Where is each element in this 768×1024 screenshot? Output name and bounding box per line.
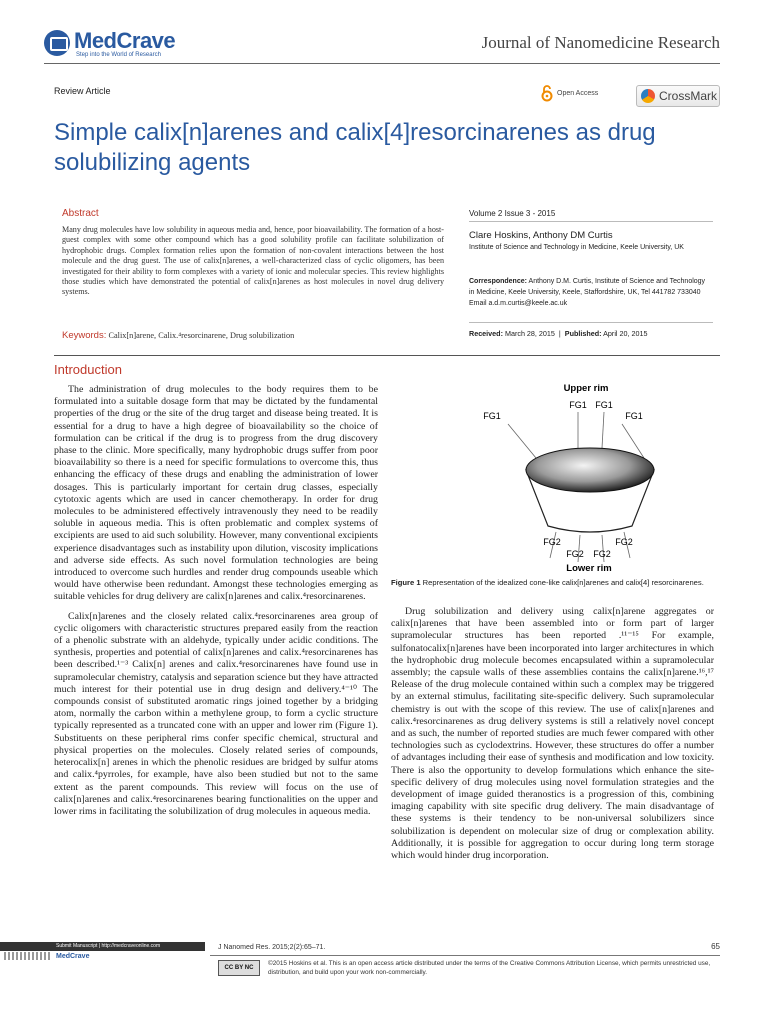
footer-divider (210, 955, 720, 956)
volume-issue: Volume 2 Issue 3 - 2015 (469, 209, 556, 218)
intro-paragraph-3: Drug solubilization and delivery using calix[n]arene aggregates or calix[n]arenes that have been assembled into or form part of larger supramolecular structures has been reported .¹¹⁻¹⁵ For example, sulfonatocalix[n]arenes have been incorporated into larger architectures in which the hydrophobic drug molecule becomes encapsulated within a supramolecular assembly; the capsule walls of these assemblies contains the calix[n]arene.¹⁶,¹⁷ Release of the drug molecule contained within such a complex may be triggered by an external stimulus, facilitating site-specific delivery. Such supramolecular chemistry is out with the scope of this review. The use of calix[n]arenes and calix.⁴resorcinarenes as drug delivery systems is still a relatively novel concept and as such, the number of reported studies are much fewer compared with other technologies such as cyclodextrins. However, these structures do offer a number of advantages including their ease of synthesis and modification and low toxicity. There is also the opportunity to develop formulations which enhance the site-specific delivery of drug molecules using novel formulation strategies and the development of image guided theranostics is a progression of this, combining imaging capability with site specific drug delivery. The main disadvantage of these systems is their tendency to be non-universal solubilizers since solubilization is dependent on molecular size of drug or complexation ability. Additionally, it is possible for aggregation to occur during long term storage which would hinder drug incorporation. (391, 606, 714, 862)
logo-text: MedCrave (74, 28, 176, 53)
figure-caption-text: Representation of the idealized cone-like calix[n]arenes and calix[4] resorcinarenes. (422, 578, 704, 587)
keywords (62, 330, 294, 341)
introduction-heading: Introduction (54, 362, 122, 377)
published-label: Published: (564, 329, 602, 338)
figure-1-cone (474, 378, 704, 576)
cc-license-icon[interactable]: CC BY NC (218, 960, 260, 976)
journal-name: Journal of Nanomedicine Research (481, 33, 720, 52)
left-column (54, 384, 378, 825)
meta-divider (469, 221, 713, 222)
figure-caption-label: Figure 1 (391, 578, 421, 587)
medcrave-logo[interactable] (44, 30, 194, 60)
fg1-label-2: FG1 (569, 400, 587, 410)
upper-rim-label: Upper rim (563, 383, 609, 394)
open-access-label[interactable]: Open Access (557, 90, 599, 97)
intro-paragraph-1: The administration of drug molecules to the body requires them to be formulated into a suitable dosage form that may be dictated by the fundamental properties of the drug or the site of the drug target and disease being treated. It is essential for a drug to have a high degree of bioavailability so the choice of formulation can be critical if the drug is to progress from the drug discovery phase to the clinic. More specifically, many hydrophobic drugs suffer from poor bioavailability so there is a need for specific formulations to overcome this, thus enhancing the efficacy of these drugs and enabling the administration of lower dosages. This is particularly important for certain drug classes, especially cytotoxic agents which are used in cancer chemotherapy. In order for drug molecules to be administered effectively intravenously they need to be readily soluble in aqueous media. This is often problematic and complex systems of excipients are used to aid such solubility. However, many conventional excipients experience disadvantages such as instability upon dilution, viscosity implications and adverse side effects. As such novel formulation technologies are being introduced to overcome such hurdles and render drug compounds useable which would have otherwise been redundant. Amongst these technologies emerging as suitable vehicles for drug delivery are calix[n]arenes and calix.⁴resorcinarenes. (54, 384, 378, 603)
open-access-icon (541, 84, 553, 102)
footer-logo: MedCrave (56, 953, 90, 960)
abstract-heading: Abstract (62, 208, 99, 219)
medcrave-logo-icon (44, 30, 70, 56)
received-date: March 28, 2015 (504, 329, 555, 338)
citation: J Nanomed Res. 2015;2(2):65–71. (218, 944, 326, 951)
keywords-label: Keywords: (62, 330, 107, 341)
intro-paragraph-2: Calix[n]arenes and the closely related calix.⁴resorcinarenes area group of cyclic oligomers with characteristic structures prepared easily from the reaction of a phenolic substrate with an aldehyde, typically under acidic conditions. The synthesis, properties and potential of calix[n]arenes and calix.⁴resorcinarenes has been described.¹⁻³ Calix[n] arenes and calix.⁴resorcinarenes have found use in supramolecular chemistry, catalysis and separation science but they have attracted much interest for their potential use in drug design and delivery.⁴⁻¹⁰ The compounds consist of substituted aromatic rings joined together by a bridging atom, normally the carbon within a methylene group, to form a cyclic structure typically represented as a truncated cone with an upper and lower rim (Figure 1). Substituents on these peripheral rims confer specific chemical, structural and physical properties on the molecules. Closely related series of compounds, heterocalix[n] arenes in which the phenolic residues are bridged by sulfur atoms and calix.⁴pyrroles, for example, have also been studied but not to the same extent as the parent compounds. This review will focus on the use of calix[n]arenes and calix.⁴resorcinarenes bearing functionalities on the upper and lower rims in facilitating the solubilization of drug molecules in aqueous media. (54, 610, 379, 817)
abstract-divider (54, 355, 720, 356)
correspondence-text: Anthony D.M. Curtis, Institute of Science and Technology in Medicine, Keele University, Keele, Staffordshire, UK, Tel 441782 733040 (469, 278, 706, 296)
abstract-text: Many drug molecules have low solubility in aqueous media and, hence, poor bioavailability. The formation of a host-guest complex with some other compound which has a good solubility profile can facilitate solubilization of hydrophobic drugs. Complex formation relies upon the formation of non-covalent interactions between the host molecule and the drug guest. The use of calix[n]arenes, a well-characterized class of cyclic oligomers, has been investigated for their ability to form complexes with a variety of ionic and molecular species. This review highlights those studies which have demonstrated the potential of calix[n]arenes as host molecules in novel drug delivery systems. (62, 225, 444, 297)
published-date: April 20, 2015 (603, 329, 648, 338)
fg1-label-4: FG1 (625, 411, 643, 421)
logo-tagline: Step into the World of Research (76, 52, 161, 58)
crossmark-icon (641, 89, 655, 103)
keywords-text: Calix[n]arene, Calix.⁴resorcinarene, Drug solubilization (108, 331, 295, 340)
article-type: Review Article (54, 86, 111, 96)
fg2-label-1: FG2 (543, 537, 561, 547)
email-link[interactable]: Email a.d.m.curtis@keele.ac.uk (469, 299, 568, 307)
fg2-label-3: FG2 (593, 549, 611, 559)
dates: Received: March 28, 2015 | Published: April 20, 2015 (469, 329, 648, 338)
received-label: Received: (469, 329, 503, 338)
submit-manuscript-banner[interactable] (0, 942, 205, 962)
right-column (391, 606, 714, 869)
correspondence-label: Correspondence: (469, 278, 527, 285)
crossmark-label: CrossMark (659, 89, 718, 103)
article-title: Simple calix[n]arenes and calix[4]resorcinarenes as drug solubilizing agents (54, 119, 656, 176)
page-number: 65 (711, 942, 720, 951)
meta-divider-2 (469, 322, 713, 323)
figure-caption (391, 578, 716, 588)
header-divider (44, 63, 720, 64)
fg2-label-2: FG2 (566, 549, 584, 559)
fg1-label-1: FG1 (483, 411, 501, 421)
fg1-label-3: FG1 (595, 400, 613, 410)
correspondence (469, 277, 709, 309)
lower-rim-label: Lower rim (566, 563, 612, 574)
fg2-label-4: FG2 (615, 537, 633, 547)
crossmark-button[interactable] (636, 85, 720, 107)
license-text: ©2015 Hoskins et al. This is an open access article distributed under the terms of the Creative Commons Attribution License, which permits unrestricted use, distribution, and build upon your work non-commercially. (268, 960, 711, 977)
submit-manuscript-link[interactable]: Submit Manuscript | http://medcraveonline.com (56, 943, 161, 949)
footer-stripes (4, 952, 52, 960)
affiliation: Institute of Science and Technology in Medicine, Keele University, UK (469, 244, 684, 251)
authors: Clare Hoskins, Anthony DM Curtis (469, 230, 613, 241)
